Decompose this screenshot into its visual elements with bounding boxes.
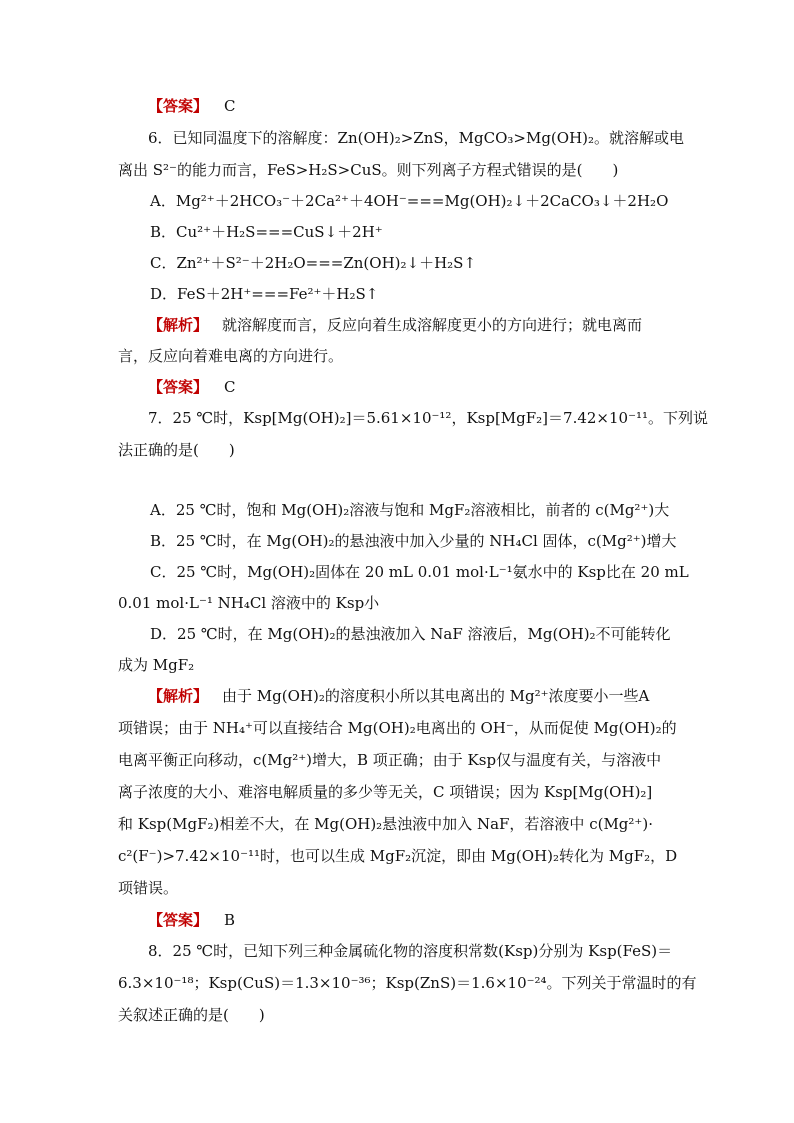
q8-stem-line-2: 6.3×10⁻¹⁸；Ksp(CuS)＝1.3×10⁻³⁶；Ksp(ZnS)＝1.6×10⁻²⁴。下列关于常温时的有: [118, 974, 697, 992]
q7-analysis-line-6: c²(F⁻)>7.42×10⁻¹¹时，也可以生成 MgF₂沉淀，即由 Mg(OH)₂转化为 MgF₂，D: [118, 847, 678, 865]
q6-stem-line-2: 离出 S²⁻的能力而言，FeS>H₂S>CuS。则下列离子方程式错误的是( ): [118, 161, 619, 179]
q7-analysis-line-1: [148, 686, 649, 706]
q6-option-a: A．Mg²⁺＋2HCO₃⁻＋2Ca²⁺＋4OH⁻===Mg(OH)₂↓＋2CaCO₃↓＋2H₂O: [150, 192, 669, 210]
q7-option-c-line-1: C．25 ℃时，Mg(OH)₂固体在 20 mL 0.01 mol·L⁻¹氨水中的 Ksp比在 20 mL: [150, 563, 689, 581]
q7-option-d-line-1: D．25 ℃时，在 Mg(OH)₂的悬浊液加入 NaF 溶液后，Mg(OH)₂不可能转化: [150, 625, 671, 643]
q7-analysis-line-7: 项错误。: [118, 879, 179, 897]
answer-value: C: [224, 378, 236, 396]
q5-answer-line: [148, 96, 236, 116]
q6-option-d: D．FeS＋2H⁺===Fe²⁺＋H₂S↑: [150, 285, 379, 303]
analysis-text: 就溶解度而言，反应向着生成溶解度更小的方向进行；就电离而: [222, 316, 643, 334]
q6-stem-line-1: 6．已知同温度下的溶解度：Zn(OH)₂>ZnS，MgCO₃>Mg(OH)₂。就溶解或电: [148, 129, 685, 147]
q7-stem-line-1: 7．25 ℃时，Ksp[Mg(OH)₂]＝5.61×10⁻¹²，Ksp[MgF₂]＝7.42×10⁻¹¹。下列说: [148, 409, 709, 427]
q7-analysis-line-3: 电离平衡正向移动，c(Mg²⁺)增大，B 项正确；由于 Ksp仅与温度有关，与溶液中: [118, 751, 662, 769]
analysis-tag: 【解析】: [148, 687, 209, 705]
q7-analysis-line-2: 项错误；由于 NH₄⁺可以直接结合 Mg(OH)₂电离出的 OH⁻，从而促使 Mg(OH)₂的: [118, 719, 677, 737]
q6-option-b: B．Cu²⁺＋H₂S===CuS↓＋2H⁺: [150, 223, 383, 241]
q6-analysis-line-1: [148, 315, 642, 335]
answer-tag: 【答案】: [148, 97, 209, 115]
q7-option-d-line-2: 成为 MgF₂: [118, 656, 195, 674]
answer-value: B: [224, 911, 236, 929]
answer-value: C: [224, 97, 236, 115]
q8-stem-line-3: 关叙述正确的是( ): [118, 1006, 265, 1024]
q6-answer-line: [148, 377, 236, 397]
q7-option-b: B．25 ℃时，在 Mg(OH)₂的悬浊液中加入少量的 NH₄Cl 固体，c(Mg²⁺)增大: [150, 532, 677, 550]
q7-stem-line-2: 法正确的是( ): [118, 441, 235, 459]
q6-analysis-line-2: 言，反应向着难电离的方向进行。: [118, 347, 344, 365]
q8-stem-line-1: 8．25 ℃时，已知下列三种金属硫化物的溶度积常数(Ksp)分别为 Ksp(FeS)＝: [148, 942, 673, 960]
answer-tag: 【答案】: [148, 911, 209, 929]
q7-option-c-line-2: 0.01 mol·L⁻¹ NH₄Cl 溶液中的 Ksp小: [118, 594, 380, 612]
answer-tag: 【答案】: [148, 378, 209, 396]
q7-analysis-line-5: 和 Ksp(MgF₂)相差不大，在 Mg(OH)₂悬浊液中加入 NaF，若溶液中 c(Mg²⁺)·: [118, 815, 653, 833]
analysis-tag: 【解析】: [148, 316, 209, 334]
q7-option-a: A．25 ℃时，饱和 Mg(OH)₂溶液与饱和 MgF₂溶液相比，前者的 c(Mg²⁺)大: [150, 501, 670, 519]
q7-analysis-line-4: 离子浓度的大小、难溶电解质量的多少等无关，C 项错误；因为 Ksp[Mg(OH)₂]: [118, 783, 653, 801]
analysis-text: 由于 Mg(OH)₂的溶度积小所以其电离出的 Mg²⁺浓度要小一些A: [222, 687, 650, 705]
q7-answer-line: [148, 910, 235, 930]
q6-option-c: C．Zn²⁺＋S²⁻＋2H₂O===Zn(OH)₂↓＋H₂S↑: [150, 254, 477, 272]
